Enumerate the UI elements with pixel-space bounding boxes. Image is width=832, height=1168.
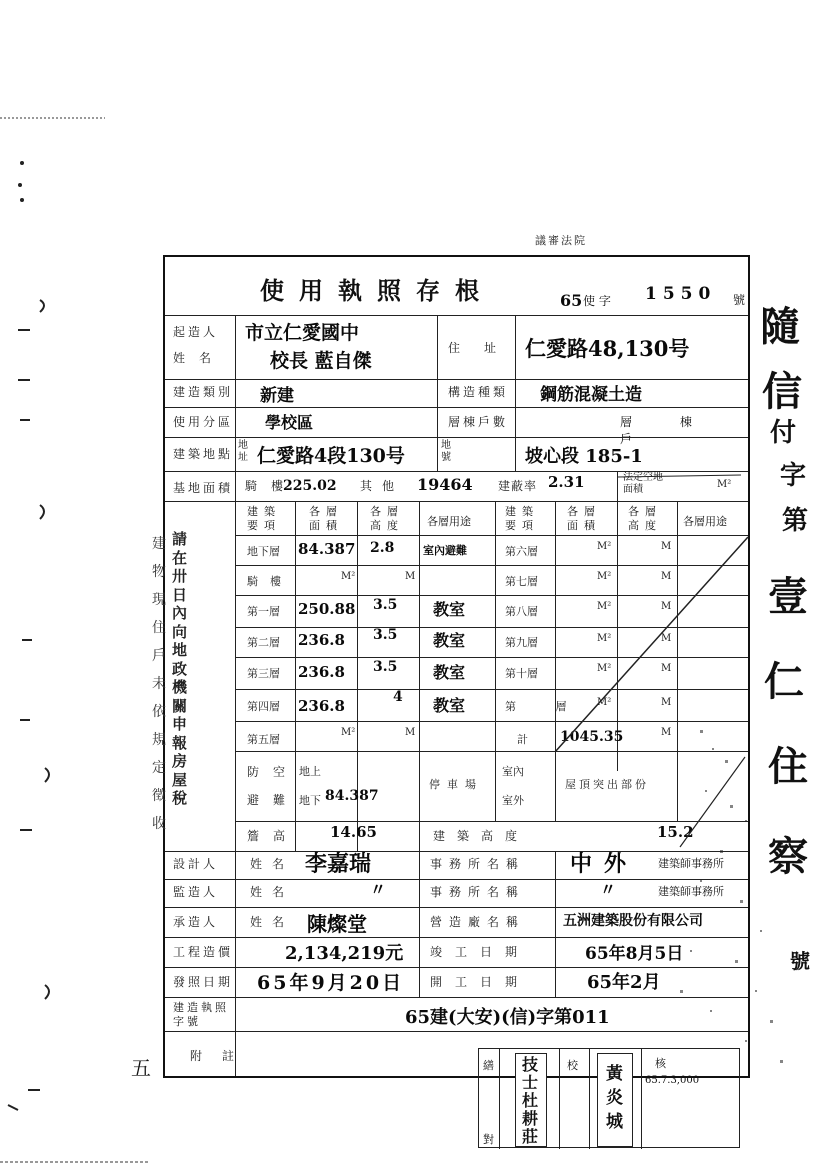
site-location-value: 仁愛路4段130号 <box>257 445 405 467</box>
floor-3-area: 236.8 <box>298 663 345 681</box>
builder-label: 起造人 <box>173 325 219 339</box>
print-info: 65.7.3,000 <box>645 1075 700 1086</box>
roof-protrusion-label: 屋頂突出部份 <box>565 778 649 791</box>
floor-1-area: 250.88 <box>298 600 356 618</box>
row-floor-9: 第九層 <box>505 636 538 649</box>
floors-label: 層棟戶數 <box>448 415 509 429</box>
arcade-value: 225.02 <box>283 478 337 494</box>
permit-ref-label: 建造執照字號 <box>173 1001 229 1028</box>
floor-1-height: 3.5 <box>373 597 398 613</box>
designer-office: 中外 <box>570 851 639 877</box>
supervisor-office-label: 事務所名稱 <box>430 885 526 899</box>
permit-number: 1550 <box>645 284 717 304</box>
supervisor-name: 〃 <box>370 880 387 899</box>
row-floor-n: 第 層 <box>505 700 585 713</box>
start-date-value: 65年2月 <box>587 972 661 993</box>
structure-type-label: 構造種類 <box>448 385 509 399</box>
supervisor-office: 〃 <box>600 880 617 899</box>
floor-3-height: 3.5 <box>373 659 398 675</box>
page-title: 使用執照存根 <box>260 276 494 305</box>
col-header-area: 各層面積 <box>309 505 343 532</box>
shelter-below-label: 地下 <box>299 794 321 807</box>
floors-value: 層 棟 戶 <box>620 415 714 446</box>
floor-2-height: 3.5 <box>373 627 398 643</box>
basement-area: 84.387 <box>298 540 356 558</box>
row-floor-10: 第十層 <box>505 667 538 680</box>
building-height-value: 15.2 <box>657 823 694 841</box>
address-label: 住址 <box>448 341 521 355</box>
cost-label: 工程造價 <box>173 945 234 959</box>
site-area-label: 基地面積 <box>173 481 234 495</box>
col-header-item: 建築要項 <box>247 505 281 532</box>
arcade-label: 騎樓 <box>245 479 298 493</box>
zoning-label: 使用分區 <box>173 415 234 429</box>
construction-type-label: 建造類別 <box>173 385 234 399</box>
address-value: 仁愛路48,130号 <box>525 336 690 361</box>
zoning-value: 學校區 <box>265 413 314 432</box>
builder-name-label: 姓名 <box>173 351 226 365</box>
builder-name-line1: 市立仁愛國中 <box>245 322 360 344</box>
eaves-value: 14.65 <box>330 823 377 841</box>
right-glyph-3: 付 <box>770 418 797 448</box>
site-location-label: 建築地點 <box>173 447 234 461</box>
row-basement: 地下層 <box>247 545 280 558</box>
parking-indoor-label: 室內 <box>502 765 524 778</box>
right-glyph-9: 察 <box>768 833 808 880</box>
left-margin-note-2: 建物現住戶未依規定徵收 <box>152 536 166 832</box>
eaves-label: 簷高 <box>247 829 300 843</box>
other-value: 19464 <box>417 475 473 494</box>
unit-m2: M² <box>597 571 612 582</box>
total-label: 計 <box>517 733 528 746</box>
lot-number-label: 地號 <box>441 440 451 463</box>
shelter-label-a: 防空 <box>247 765 300 779</box>
completion-value: 65年8月5日 <box>585 944 684 964</box>
unit-m: M <box>661 601 672 612</box>
footer-col3: 對 <box>483 1133 494 1146</box>
shelter-below-value: 84.387 <box>325 788 379 804</box>
legal-open-unit: M² <box>717 479 732 490</box>
right-glyph-4: 字 <box>780 461 807 491</box>
col-header-item-2: 建築要項 <box>505 505 539 532</box>
unit-m2: M² <box>597 541 612 552</box>
reviewer-stamp: 黃炎城 <box>597 1053 633 1147</box>
right-glyph-8: 住 <box>768 743 808 790</box>
unit-m: M <box>661 571 672 582</box>
right-glyph-2: 信 <box>762 368 802 415</box>
floor-2-area: 236.8 <box>298 631 345 649</box>
issue-date-label: 發照日期 <box>173 975 234 989</box>
col-header-area-2: 各層面積 <box>567 505 601 532</box>
cost-value: 2,134,219元 <box>285 943 404 964</box>
contractor-label: 承造人 <box>173 915 219 929</box>
permit-ref-value: 65建(大安)(信)字第011 <box>405 1007 610 1028</box>
site-address-sublabel: 地址 <box>238 440 248 463</box>
right-glyph-6: 壹 <box>768 573 808 620</box>
supervisor-name-label: 姓名 <box>250 885 295 899</box>
floor-4-area: 236.8 <box>298 697 345 715</box>
structure-type-value: 鋼筋混凝土造 <box>540 385 642 405</box>
row-floor-8: 第八層 <box>505 605 538 618</box>
lot-number-value: 坡心段 185-1 <box>525 446 643 467</box>
total-value: 1045.35 <box>560 729 624 745</box>
left-bottom-mark: 五 <box>131 1056 151 1080</box>
inspector-stamp: 技士杜耕莊 <box>515 1053 547 1147</box>
unit-m2: M² <box>597 601 612 612</box>
permit-number-label: 使 字 <box>583 294 611 308</box>
floor-1-use: 教室 <box>433 600 466 619</box>
supervisor-office-suffix: 建築師事務所 <box>658 885 724 898</box>
unit-m: M <box>661 727 672 738</box>
floor-4-height: 4 <box>393 689 403 705</box>
construction-type-value: 新建 <box>260 386 294 406</box>
right-glyph-7: 仁 <box>764 658 804 705</box>
footer-col1: 繕 <box>483 1059 494 1072</box>
coverage-label: 建蔽率 <box>498 479 538 493</box>
building-height-label: 建築高度 <box>433 829 530 843</box>
row-arcade: 騎樓 <box>247 575 293 588</box>
right-glyph-1: 隨 <box>760 303 800 350</box>
row-floor-7: 第七層 <box>505 575 538 588</box>
contractor-name: 陳燦堂 <box>307 912 367 936</box>
row-floor-2: 第二層 <box>247 636 280 649</box>
builder-name-line2: 校長 藍自傑 <box>270 350 372 372</box>
footer-col2: 校 <box>567 1059 578 1072</box>
notes-label: 附註 <box>190 1049 255 1063</box>
floor-3-use: 教室 <box>433 663 466 682</box>
floor-5-area-unit: M² <box>341 727 356 738</box>
arcade-area-unit: M² <box>341 571 356 582</box>
designer-office-suffix: 建築師事務所 <box>658 857 724 870</box>
coverage-value: 2.31 <box>548 473 585 491</box>
start-date-label: 開工日期 <box>430 975 531 989</box>
designer-name: 李嘉瑞 <box>305 851 372 877</box>
unit-m2: M² <box>597 633 612 644</box>
arcade-height-unit: M <box>405 571 416 582</box>
col-header-use: 各層用途 <box>427 515 471 528</box>
permit-number-suffix: 號 <box>733 293 746 307</box>
shelter-above-label: 地上 <box>299 765 321 778</box>
unit-m: M <box>661 663 672 674</box>
contractor-company-label: 營造廠名稱 <box>430 915 526 929</box>
designer-office-label: 事務所名稱 <box>430 857 526 871</box>
unit-m: M <box>661 633 672 644</box>
shelter-label-b: 避難 <box>247 793 300 807</box>
footer-col4: 核 <box>655 1057 666 1070</box>
designer-label: 設計人 <box>173 857 219 871</box>
top-stamp: 議審法院 <box>535 234 587 247</box>
designer-name-label: 姓名 <box>250 857 295 871</box>
completion-label: 竣工日期 <box>430 945 531 959</box>
row-floor-3: 第三層 <box>247 667 280 680</box>
basement-height: 2.8 <box>370 540 395 556</box>
issue-date-value: 65年9月20日 <box>257 972 405 994</box>
contractor-name-label: 姓名 <box>250 915 295 929</box>
col-header-height-2: 各層高度 <box>628 505 662 532</box>
legal-open-label: 法定空地面積 <box>623 472 663 495</box>
col-header-use-2: 各層用途 <box>683 515 727 528</box>
unit-m: M <box>661 697 672 708</box>
row-floor-1: 第一層 <box>247 605 280 618</box>
permit-year: 65 <box>560 291 583 310</box>
row-floor-5: 第五層 <box>247 733 280 746</box>
row-floor-4: 第四層 <box>247 700 280 713</box>
right-glyph-5: 第 <box>782 506 809 536</box>
row-floor-6: 第六層 <box>505 545 538 558</box>
basement-use: 室內避難 <box>423 544 467 557</box>
right-glyph-10: 號 <box>790 949 810 973</box>
parking-label: 停車場 <box>429 778 483 791</box>
floor-4-use: 教室 <box>433 696 466 715</box>
unit-m2: M² <box>597 697 612 708</box>
parking-outdoor-label: 室外 <box>502 794 524 807</box>
floor-5-height-unit: M <box>405 727 416 738</box>
left-margin-note: 請在卅日內向地政機關申報房屋稅 <box>172 530 188 807</box>
other-label: 其他 <box>360 479 405 493</box>
unit-m: M <box>661 541 672 552</box>
floor-2-use: 教室 <box>433 631 466 650</box>
col-header-height: 各層高度 <box>370 505 404 532</box>
unit-m2: M² <box>597 663 612 674</box>
supervisor-label: 監造人 <box>173 885 219 899</box>
contractor-company: 五洲建築股份有限公司 <box>563 913 703 929</box>
